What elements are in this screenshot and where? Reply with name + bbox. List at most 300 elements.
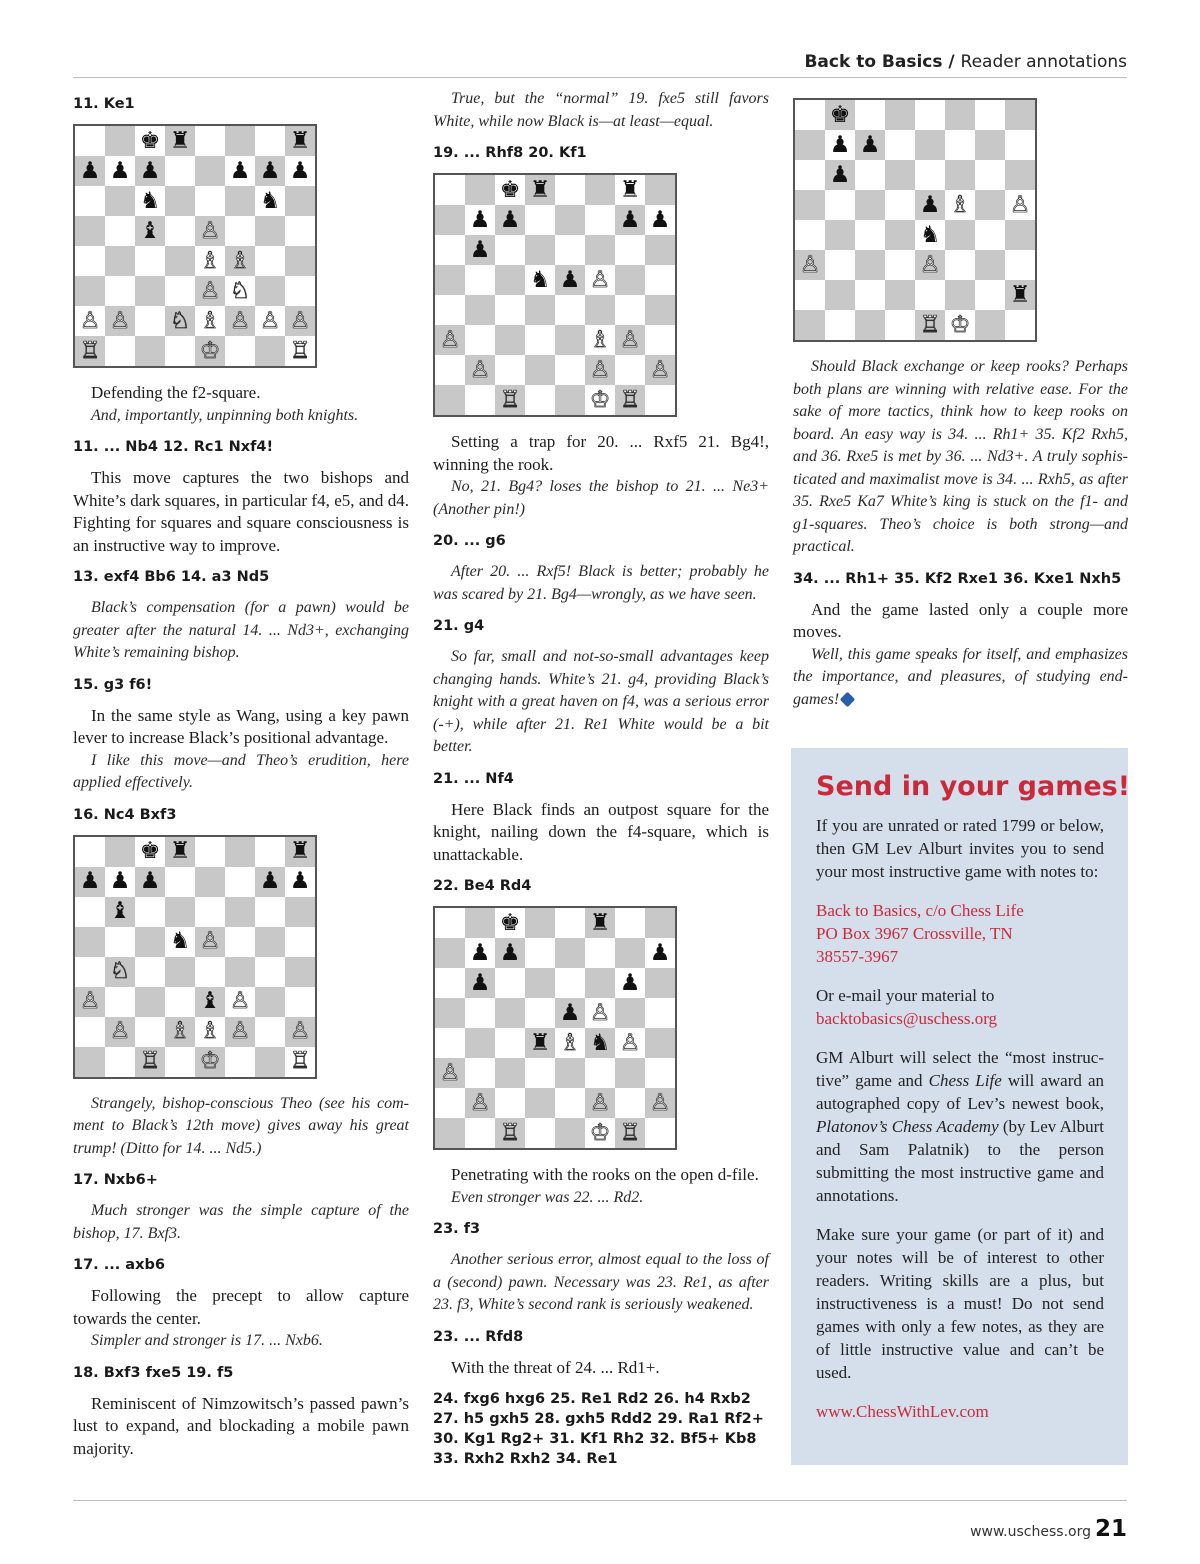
board-square bbox=[465, 1118, 495, 1148]
board-square bbox=[495, 235, 525, 265]
white-pawn-icon: ♙ bbox=[1009, 191, 1031, 218]
text-content: 22. Be4 Rd4 bbox=[433, 878, 532, 894]
board-square bbox=[435, 355, 465, 385]
black-knight-icon: ♞ bbox=[529, 266, 551, 293]
black-pawn-icon: ♟ bbox=[259, 157, 281, 184]
board-square bbox=[975, 190, 1005, 220]
board-square bbox=[255, 246, 285, 276]
black-pawn-icon: ♟ bbox=[109, 157, 131, 184]
board-square bbox=[435, 1118, 465, 1148]
board-square bbox=[75, 897, 105, 927]
board-square bbox=[435, 295, 465, 325]
board-square bbox=[615, 205, 645, 235]
black-pawn-icon: ♟ bbox=[229, 157, 251, 184]
text-content: 23. ... Rfd8 bbox=[433, 1328, 524, 1345]
black-pawn-icon: ♟ bbox=[79, 157, 101, 184]
white-pawn-icon: ♙ bbox=[619, 1029, 641, 1056]
board-square bbox=[975, 250, 1005, 280]
award-text-a: GM Alburt will select the “most instructive” game and bbox=[816, 1048, 1104, 1090]
board-square bbox=[465, 355, 495, 385]
board-square bbox=[285, 987, 315, 1017]
white-pawn-icon: ♙ bbox=[439, 326, 461, 353]
black-pawn-icon: ♟ bbox=[649, 939, 671, 966]
board-square bbox=[285, 216, 315, 246]
white-rook-icon: ♖ bbox=[139, 1048, 161, 1074]
board-square bbox=[435, 385, 465, 415]
board-square bbox=[525, 1118, 555, 1148]
board-square bbox=[435, 205, 465, 235]
board-square bbox=[75, 306, 105, 336]
white-rook-icon: ♖ bbox=[499, 386, 521, 413]
sidebar-intro: If you are unrated or rated 1799 or below, then GM Lev Alburt invites you to send your most instructive game with notes to: bbox=[816, 816, 1104, 881]
board-square bbox=[255, 987, 285, 1017]
board-square bbox=[825, 310, 855, 340]
board-square bbox=[645, 355, 675, 385]
board-square bbox=[255, 186, 285, 216]
board-square bbox=[975, 130, 1005, 160]
board-square bbox=[795, 280, 825, 310]
board-square bbox=[75, 156, 105, 186]
white-rook-icon: ♖ bbox=[289, 1048, 311, 1074]
board-square bbox=[975, 220, 1005, 250]
board-square bbox=[225, 126, 255, 156]
board-square bbox=[555, 908, 585, 938]
text-content: Much stronger was the simple capture of the bishop, 17. Bxf3. bbox=[73, 1202, 409, 1242]
board-square bbox=[645, 385, 675, 415]
footer-rule bbox=[73, 1500, 1127, 1501]
black-pawn-icon: ♟ bbox=[469, 206, 491, 233]
white-rook-icon: ♖ bbox=[919, 311, 941, 338]
board-square bbox=[645, 1088, 675, 1118]
board-square bbox=[615, 1058, 645, 1088]
board-square bbox=[585, 205, 615, 235]
annotation-text bbox=[433, 431, 769, 476]
move-heading bbox=[433, 769, 769, 789]
black-pawn-icon: ♟ bbox=[559, 266, 581, 293]
black-pawn-icon: ♟ bbox=[829, 161, 851, 188]
board-square bbox=[555, 968, 585, 998]
text-content: 16. Nc4 Bxf3 bbox=[73, 806, 177, 823]
board-square bbox=[435, 1058, 465, 1088]
white-rook-icon: ♖ bbox=[619, 386, 641, 413]
board-square bbox=[165, 1017, 195, 1047]
black-rook-icon: ♜ bbox=[529, 1029, 551, 1056]
website-link[interactable]: www.ChessWithLev.com bbox=[816, 1402, 989, 1421]
board-square bbox=[255, 957, 285, 987]
annotation-text bbox=[73, 467, 409, 557]
board-square bbox=[435, 265, 465, 295]
board-square bbox=[285, 306, 315, 336]
white-pawn-icon: ♙ bbox=[199, 277, 221, 304]
board-square bbox=[585, 265, 615, 295]
black-pawn-icon: ♟ bbox=[559, 999, 581, 1026]
white-knight-icon: ♘ bbox=[109, 958, 131, 984]
board-square bbox=[585, 1028, 615, 1058]
board-square bbox=[105, 867, 135, 897]
board-square bbox=[825, 100, 855, 130]
board-square bbox=[555, 998, 585, 1028]
address-line-1: Back to Basics, c/o Chess Life bbox=[816, 901, 1024, 920]
email-intro: Or e-mail your material to bbox=[816, 986, 995, 1005]
board-square bbox=[945, 130, 975, 160]
black-pawn-icon: ♟ bbox=[499, 206, 521, 233]
white-pawn-icon: ♙ bbox=[649, 356, 671, 383]
text-content: 18. Bxf3 fxe5 19. f5 bbox=[73, 1364, 234, 1381]
board-square bbox=[615, 908, 645, 938]
text-content: 21. g4 bbox=[433, 618, 485, 634]
board-square bbox=[225, 1017, 255, 1047]
white-pawn-icon: ♙ bbox=[469, 1089, 491, 1116]
text-content: 13. exf4 Bb6 14. a3 Nd5 bbox=[73, 569, 270, 585]
black-pawn-icon: ♟ bbox=[289, 157, 311, 184]
black-pawn-icon: ♟ bbox=[259, 868, 281, 894]
white-pawn-icon: ♙ bbox=[799, 251, 821, 278]
board-square bbox=[105, 336, 135, 366]
board-square bbox=[225, 927, 255, 957]
board-square bbox=[885, 160, 915, 190]
board-square bbox=[615, 355, 645, 385]
board-square bbox=[195, 156, 225, 186]
board-square bbox=[555, 325, 585, 355]
board-square bbox=[165, 126, 195, 156]
text-content: 15. g3 f6! bbox=[73, 676, 153, 693]
board-square bbox=[495, 908, 525, 938]
board-square bbox=[75, 927, 105, 957]
commentary-text bbox=[73, 405, 409, 428]
text-content: True, but the “normal” 19. fxe5 still favors White, while now Black is—at least—equal. bbox=[433, 90, 769, 130]
commentary-text bbox=[793, 356, 1128, 559]
white-pawn-icon: ♙ bbox=[289, 1018, 311, 1044]
text-content: And, importantly, unpinning both knights. bbox=[91, 406, 359, 424]
board-square bbox=[255, 126, 285, 156]
board-square bbox=[285, 126, 315, 156]
board-square bbox=[285, 1017, 315, 1047]
board-square bbox=[555, 265, 585, 295]
board-square bbox=[495, 295, 525, 325]
board-square bbox=[585, 998, 615, 1028]
board-square bbox=[615, 998, 645, 1028]
commentary-text bbox=[433, 646, 769, 759]
board-square bbox=[495, 385, 525, 415]
white-pawn-icon: ♙ bbox=[199, 928, 221, 954]
board-square bbox=[195, 306, 225, 336]
board-square bbox=[1005, 220, 1035, 250]
board-square bbox=[165, 156, 195, 186]
white-knight-icon: ♘ bbox=[169, 307, 191, 334]
board-square bbox=[75, 987, 105, 1017]
text-content: 11. ... Nb4 12. Rc1 Nxf4! bbox=[73, 439, 274, 455]
black-pawn-icon: ♟ bbox=[139, 157, 161, 184]
board-square bbox=[135, 156, 165, 186]
board-square bbox=[105, 987, 135, 1017]
board-square bbox=[795, 160, 825, 190]
white-pawn-icon: ♙ bbox=[109, 1018, 131, 1044]
board-square bbox=[195, 927, 225, 957]
white-pawn-icon: ♙ bbox=[229, 988, 251, 1014]
commentary-text bbox=[433, 1187, 769, 1210]
board-square bbox=[465, 1088, 495, 1118]
board-square bbox=[135, 897, 165, 927]
black-knight-icon: ♞ bbox=[139, 187, 161, 214]
board-square bbox=[495, 998, 525, 1028]
white-king-icon: ♔ bbox=[199, 1048, 221, 1074]
white-pawn-icon: ♙ bbox=[289, 307, 311, 334]
board-square bbox=[135, 867, 165, 897]
white-bishop-icon: ♗ bbox=[229, 247, 251, 274]
black-pawn-icon: ♟ bbox=[619, 206, 641, 233]
board-square bbox=[195, 276, 225, 306]
black-pawn-icon: ♟ bbox=[649, 206, 671, 233]
board-square bbox=[525, 1058, 555, 1088]
board-square bbox=[255, 216, 285, 246]
board-square bbox=[645, 908, 675, 938]
board-square bbox=[495, 1118, 525, 1148]
board-square bbox=[555, 205, 585, 235]
text-content: 24. fxg6 hxg6 25. Re1 Rd2 26. h4 Rxb2 27. h5 gxh5 28. gxh5 Rdd2 29. Ra1 Rf2+ 30. Kg1 Rg2+ 31. Kf1 Rh2 32. Bf5+ Kb8 33. Rxh2 Rxh2 34. Re1 bbox=[433, 1391, 764, 1467]
board-square bbox=[75, 276, 105, 306]
board-square bbox=[615, 938, 645, 968]
white-pawn-icon: ♙ bbox=[229, 1018, 251, 1044]
black-pawn-icon: ♟ bbox=[469, 939, 491, 966]
board-square bbox=[105, 957, 135, 987]
board-square bbox=[105, 837, 135, 867]
commentary-text bbox=[73, 1093, 409, 1161]
move-heading bbox=[433, 616, 769, 636]
board-square bbox=[465, 205, 495, 235]
board-square bbox=[855, 280, 885, 310]
board-square bbox=[825, 280, 855, 310]
board-square bbox=[825, 250, 855, 280]
commentary-text bbox=[793, 644, 1128, 712]
board-square bbox=[465, 1058, 495, 1088]
board-square bbox=[165, 927, 195, 957]
text-content: Another serious error, almost equal to the loss of a (second) pawn. Necessary was 23. Re1, as after 23. f3, White’s second rank is seriously weakened. bbox=[433, 1251, 769, 1313]
black-rook-icon: ♜ bbox=[619, 176, 641, 203]
text-content: Here Black finds an outpost square for the knight, nailing down the f4-square, which is unattackable. bbox=[433, 799, 769, 864]
board-square bbox=[525, 205, 555, 235]
board-square bbox=[465, 998, 495, 1028]
text-content: I like this move—and Theo’s erudition, here applied effectively. bbox=[73, 751, 409, 791]
text-content: Setting a trap for 20. ... Rxf5 21. Bg4!, winning the rook. bbox=[433, 432, 769, 474]
chess-diagram bbox=[433, 906, 677, 1150]
board-square bbox=[255, 927, 285, 957]
white-pawn-icon: ♙ bbox=[439, 1059, 461, 1086]
board-square bbox=[255, 837, 285, 867]
board-square bbox=[465, 385, 495, 415]
board-square bbox=[915, 310, 945, 340]
chess-diagram bbox=[73, 835, 317, 1079]
annotation-text bbox=[793, 599, 1128, 644]
board-square bbox=[615, 1028, 645, 1058]
white-king-icon: ♔ bbox=[199, 337, 221, 364]
board-square bbox=[75, 246, 105, 276]
white-pawn-icon: ♙ bbox=[919, 251, 941, 278]
board-square bbox=[165, 336, 195, 366]
board-square bbox=[525, 908, 555, 938]
board-square bbox=[165, 957, 195, 987]
board-square bbox=[975, 160, 1005, 190]
board-square bbox=[615, 235, 645, 265]
board-square bbox=[225, 336, 255, 366]
board-square bbox=[225, 306, 255, 336]
board-square bbox=[885, 310, 915, 340]
board-square bbox=[495, 1088, 525, 1118]
text-content: Reminiscent of Nimzowitsch’s passed pawn’s lust to expand, and blockading a mobile pawn majority. bbox=[73, 1393, 409, 1458]
board-square bbox=[525, 938, 555, 968]
text-content: And the game lasted only a couple more moves. bbox=[793, 599, 1128, 641]
black-rook-icon: ♜ bbox=[289, 838, 311, 864]
board-square bbox=[1005, 100, 1035, 130]
text-content: Should Black exchange or keep rooks? Perhaps both plans are winning with relative ease. For the sake of more tactics, think how to keep rooks on board. An easy way is 34. ... Rh1+ 35. Kf2 Rxh5, and 36. Rxe5 is met by 36. ... Nd3+. A truly sophisticated and maximalist move is 34. ... Rxh5, as after 35. Rxe5 Ka7 White’s king is stuck on the f1- and g1-squares. Theo’s choice is both strong—and practical. bbox=[793, 358, 1128, 555]
text-content: 19. ... Rhf8 20. Kf1 bbox=[433, 145, 587, 161]
move-heading bbox=[433, 876, 769, 896]
board-square bbox=[585, 385, 615, 415]
board-square bbox=[1005, 310, 1035, 340]
board-square bbox=[135, 216, 165, 246]
move-heading bbox=[73, 1363, 409, 1383]
board-square bbox=[915, 160, 945, 190]
board-square bbox=[555, 938, 585, 968]
board-square bbox=[285, 837, 315, 867]
board-square bbox=[1005, 280, 1035, 310]
black-pawn-icon: ♟ bbox=[829, 131, 851, 158]
board-square bbox=[615, 968, 645, 998]
board-square bbox=[795, 100, 825, 130]
board-square bbox=[555, 1058, 585, 1088]
board-square bbox=[255, 276, 285, 306]
white-bishop-icon: ♗ bbox=[559, 1029, 581, 1056]
black-king-icon: ♚ bbox=[499, 909, 521, 936]
header-rule bbox=[73, 77, 1127, 78]
white-rook-icon: ♖ bbox=[619, 1119, 641, 1146]
black-pawn-icon: ♟ bbox=[469, 969, 491, 996]
board-square bbox=[225, 246, 255, 276]
board-square bbox=[465, 938, 495, 968]
move-heading bbox=[433, 143, 769, 163]
award-text-c: (by Lev Alburt and Sam Palatnik) to the person submitting the most instructive game and annotations. bbox=[816, 1117, 1104, 1205]
award-text-b: will award an autographed copy of Lev’s newest book, bbox=[816, 1071, 1105, 1113]
board-square bbox=[225, 186, 255, 216]
white-pawn-icon: ♙ bbox=[589, 356, 611, 383]
board-square bbox=[645, 968, 675, 998]
black-pawn-icon: ♟ bbox=[289, 868, 311, 894]
board-square bbox=[825, 220, 855, 250]
column-2 bbox=[433, 88, 769, 1479]
board-square bbox=[435, 175, 465, 205]
board-square bbox=[615, 295, 645, 325]
text-content: 20. ... g6 bbox=[433, 533, 506, 549]
commentary-text bbox=[73, 1200, 409, 1245]
board-square bbox=[285, 927, 315, 957]
board-square bbox=[465, 325, 495, 355]
board-square bbox=[435, 1088, 465, 1118]
move-heading bbox=[433, 1219, 769, 1239]
black-pawn-icon: ♟ bbox=[499, 939, 521, 966]
board-square bbox=[105, 927, 135, 957]
header-subsection: Reader annotations bbox=[960, 52, 1127, 72]
move-heading bbox=[73, 94, 409, 114]
board-square bbox=[525, 968, 555, 998]
commentary-text bbox=[433, 476, 769, 521]
board-square bbox=[435, 968, 465, 998]
board-square bbox=[195, 897, 225, 927]
board-square bbox=[285, 957, 315, 987]
white-pawn-icon: ♙ bbox=[199, 217, 221, 244]
board-square bbox=[525, 998, 555, 1028]
white-rook-icon: ♖ bbox=[499, 1119, 521, 1146]
board-square bbox=[645, 235, 675, 265]
commentary-text bbox=[73, 1330, 409, 1353]
white-pawn-icon: ♙ bbox=[229, 307, 251, 334]
board-square bbox=[195, 126, 225, 156]
board-square bbox=[975, 310, 1005, 340]
black-king-icon: ♚ bbox=[139, 127, 161, 154]
sidebar-address bbox=[816, 899, 1104, 968]
black-pawn-icon: ♟ bbox=[469, 236, 491, 263]
page-footer bbox=[970, 1516, 1127, 1542]
black-knight-icon: ♞ bbox=[589, 1029, 611, 1056]
board-square bbox=[285, 867, 315, 897]
board-square bbox=[525, 175, 555, 205]
board-square bbox=[795, 250, 825, 280]
board-square bbox=[945, 190, 975, 220]
text-content: Penetrating with the rooks on the open d-file. bbox=[451, 1165, 759, 1184]
board-square bbox=[195, 216, 225, 246]
board-square bbox=[645, 1118, 675, 1148]
white-pawn-icon: ♙ bbox=[79, 988, 101, 1014]
board-square bbox=[495, 1058, 525, 1088]
black-king-icon: ♚ bbox=[139, 838, 161, 864]
board-square bbox=[195, 1017, 225, 1047]
board-square bbox=[285, 336, 315, 366]
white-knight-icon: ♘ bbox=[229, 277, 251, 304]
text-content: Strangely, bishop-conscious Theo (see his comment to Black’s 12th move) gives away his great trump! (Ditto for 14. ... Nd5.) bbox=[73, 1094, 409, 1157]
award-magazine: Chess Life bbox=[928, 1071, 1002, 1090]
board-square bbox=[585, 355, 615, 385]
white-rook-icon: ♖ bbox=[79, 337, 101, 364]
black-pawn-icon: ♟ bbox=[859, 131, 881, 158]
board-square bbox=[225, 897, 255, 927]
white-bishop-icon: ♗ bbox=[949, 191, 971, 218]
move-heading bbox=[433, 531, 769, 551]
board-square bbox=[495, 1028, 525, 1058]
board-square bbox=[255, 306, 285, 336]
black-bishop-icon: ♝ bbox=[139, 217, 161, 244]
board-square bbox=[465, 968, 495, 998]
black-pawn-icon: ♟ bbox=[79, 868, 101, 894]
sidebar-closing: Make sure your game (or part of it) and your notes will be of interest to other readers. Writing skills are a plus, but instructiveness is a must! Do not send games with only a few notes, as they are of little instructive value and can’t be used. bbox=[816, 1225, 1104, 1382]
annotation-text bbox=[73, 705, 409, 750]
white-pawn-icon: ♙ bbox=[259, 307, 281, 334]
board-square bbox=[495, 355, 525, 385]
board-square bbox=[75, 957, 105, 987]
board-square bbox=[195, 1047, 225, 1077]
board-square bbox=[225, 216, 255, 246]
text-content: Defending the f2-square. bbox=[91, 383, 261, 402]
board-square bbox=[645, 265, 675, 295]
board-square bbox=[75, 186, 105, 216]
board-square bbox=[225, 276, 255, 306]
email-link[interactable]: backtobasics@uschess.org bbox=[816, 1009, 998, 1028]
board-square bbox=[1005, 160, 1035, 190]
board-square bbox=[585, 938, 615, 968]
board-square bbox=[585, 1088, 615, 1118]
board-square bbox=[645, 175, 675, 205]
text-content: So far, small and not-so-small advantages keep changing hands. White’s 21. g4, providing Black’s knight with a great haven on f4, was a serious error (-+), while after 21. Re1 White would be a bit better. bbox=[433, 648, 769, 755]
board-square bbox=[555, 175, 585, 205]
board-square bbox=[195, 867, 225, 897]
board-square bbox=[225, 837, 255, 867]
